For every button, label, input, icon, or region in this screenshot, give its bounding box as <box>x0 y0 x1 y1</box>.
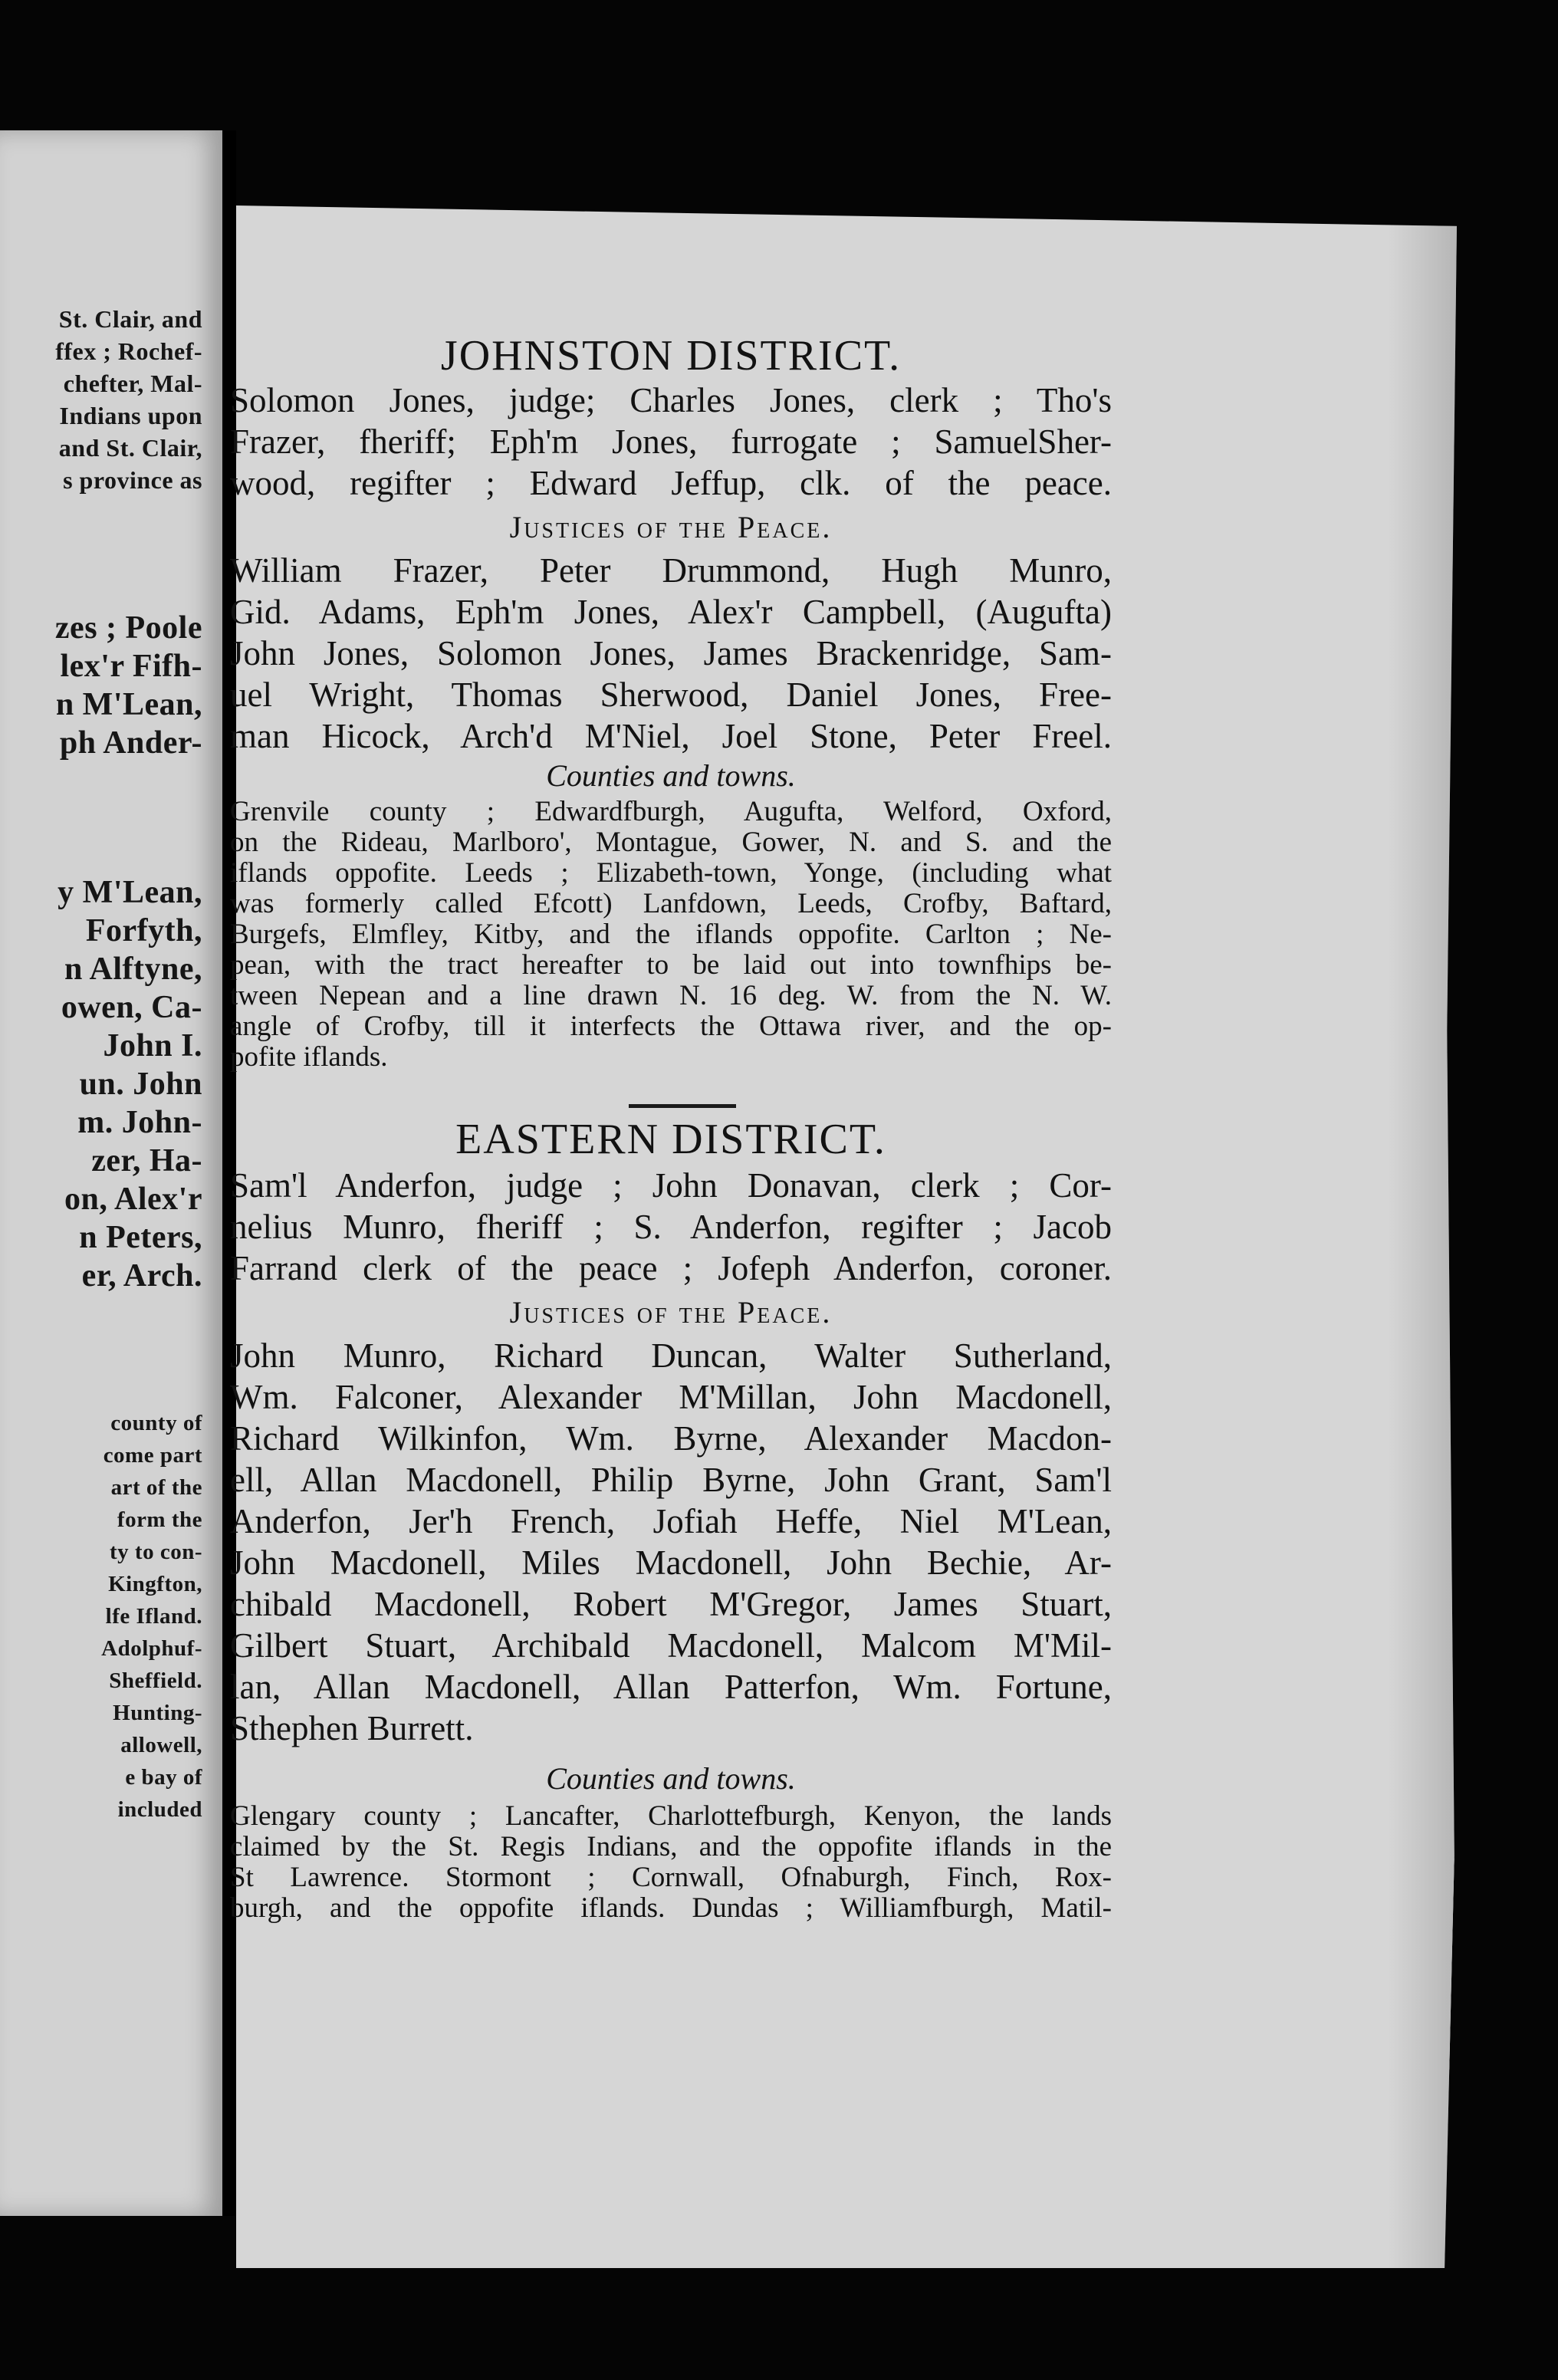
eastern-counties-line: burgh, and the oppofite iflands. Dundas ; Williamfburgh, Matil- <box>230 1892 1112 1924</box>
section-divider <box>629 1104 736 1108</box>
eastern-justices-heading: Justices of the Peace. <box>509 1295 833 1330</box>
left-line: and St. Clair, <box>58 434 202 462</box>
left-line: Adolphuf- <box>101 1636 202 1661</box>
johnston-justices-line: man Hicock, Arch'd M'Niel, Joel Stone, Peter Freel. <box>230 717 1112 755</box>
johnston-justices-line: William Frazer, Peter Drummond, Hugh Munro, <box>230 551 1112 590</box>
torn-edge <box>1388 1846 1480 2076</box>
left-line: Indians upon <box>59 402 202 429</box>
johnston-officer-line: Solomon Jones, judge; Charles Jones, clerk ; Tho's <box>230 381 1112 419</box>
eastern-justices-line: Anderfon, Jer'h French, Jofiah Heffe, Niel M'Lean, <box>230 1502 1112 1540</box>
left-line: n Peters, <box>79 1220 202 1255</box>
eastern-title: EASTERN DISTRICT. <box>455 1116 886 1163</box>
left-line: chefter, Mal- <box>63 370 202 397</box>
eastern-justices-line: John Munro, Richard Duncan, Walter Sutherland, <box>230 1336 1112 1375</box>
eastern-justices-line: Richard Wilkinfon, Wm. Byrne, Alexander Macdon- <box>230 1419 1112 1458</box>
left-line: un. John <box>79 1067 202 1102</box>
left-line: Sheffield. <box>109 1668 202 1693</box>
left-line: s province as <box>63 466 202 494</box>
left-line: n Alftyne, <box>64 952 202 987</box>
left-line: allowell, <box>120 1733 202 1757</box>
eastern-officer-line: Sam'l Anderfon, judge ; John Donavan, clerk ; Cor- <box>230 1166 1112 1205</box>
eastern-justices-line: John Macdonell, Miles Macdonell, John Bechie, Ar- <box>230 1543 1112 1582</box>
left-line: included <box>117 1797 202 1822</box>
eastern-counties-line: claimed by the St. Regis Indians, and the oppofite iflands in the <box>230 1831 1112 1862</box>
left-line: e bay of <box>125 1765 202 1790</box>
left-line: er, Arch. <box>81 1258 202 1294</box>
left-line: zer, Ha- <box>91 1143 202 1178</box>
left-line: lex'r Fifh- <box>60 649 202 684</box>
left-line: on, Alex'r <box>64 1182 202 1217</box>
johnston-counties-line: iflands oppofite. Leeds ; Elizabeth-town, Yonge, (including what <box>230 857 1112 889</box>
johnston-counties-line: on the Rideau, Marlboro', Montague, Gower, N. and S. and the <box>230 827 1112 858</box>
left-line: county of <box>110 1411 202 1435</box>
left-line: come part <box>103 1443 202 1468</box>
left-line: art of the <box>110 1475 202 1500</box>
johnston-justices-heading: Justices of the Peace. <box>509 510 833 544</box>
johnston-justices-line: uel Wright, Thomas Sherwood, Daniel Jones, Free- <box>230 676 1112 714</box>
johnston-counties-line: was formerly called Efcott) Lanfdown, Leeds, Crofby, Baftard, <box>230 888 1112 919</box>
johnston-justices-line: Gid. Adams, Eph'm Jones, Alex'r Campbell, (Augufta) <box>230 593 1112 631</box>
left-facing-page <box>0 130 222 2216</box>
left-line: m. John- <box>77 1105 202 1140</box>
left-line: owen, Ca- <box>61 990 202 1025</box>
eastern-counties-heading: Counties and towns. <box>546 1761 796 1796</box>
johnston-officer-line: Frazer, fheriff; Eph'm Jones, furrogate ; SamuelSher- <box>230 422 1112 461</box>
eastern-justices-line: Gilbert Stuart, Archibald Macdonell, Malcom M'Mil- <box>230 1626 1112 1665</box>
johnston-counties-line: pofite iflands. <box>230 1041 388 1073</box>
johnston-counties-heading: Counties and towns. <box>546 758 796 793</box>
left-line: ph Ander- <box>59 725 202 761</box>
johnston-counties-line: Burgefs, Elmfley, Kitby, and the iflands oppofite. Carlton ; Ne- <box>230 919 1112 950</box>
left-line: St. Clair, and <box>58 305 202 333</box>
eastern-justices-line: ell, Allan Macdonell, Philip Byrne, John Grant, Sam'l <box>230 1461 1112 1499</box>
eastern-justices-line: Wm. Falconer, Alexander M'Millan, John Macdonell, <box>230 1378 1112 1416</box>
eastern-counties-line: St Lawrence. Stormont ; Cornwall, Ofnaburgh, Finch, Rox- <box>230 1862 1112 1893</box>
johnston-counties-line: tween Nepean and a line drawn N. 16 deg. W. from the N. W. <box>230 980 1112 1011</box>
left-line: zes ; Poole <box>54 610 202 646</box>
johnston-title: JOHNSTON DISTRICT. <box>440 332 902 380</box>
eastern-justices-line: lan, Allan Macdonell, Allan Patterfon, Wm. Fortune, <box>230 1668 1112 1706</box>
left-line: Kingfton, <box>108 1572 202 1596</box>
johnston-justices-line: John Jones, Solomon Jones, James Brackenridge, Sam- <box>230 634 1112 672</box>
johnston-counties-line: angle of Crofby, till it interfects the Ottawa river, and the op- <box>230 1011 1112 1042</box>
left-line: ty to con- <box>110 1540 202 1564</box>
johnston-counties-line: pean, with the tract hereafter to be laid out into townfhips be- <box>230 949 1112 981</box>
eastern-officer-line: nelius Munro, fheriff ; S. Anderfon, regifter ; Jacob <box>230 1208 1112 1246</box>
left-line: form the <box>117 1507 202 1532</box>
left-line: ffex ; Rochef- <box>55 337 202 365</box>
left-line: John I. <box>103 1028 202 1063</box>
eastern-officer-line: Farrand clerk of the peace ; Jofeph Anderfon, coroner. <box>230 1249 1112 1287</box>
left-line: lfe Ifland. <box>105 1604 202 1629</box>
johnston-officer-line: wood, regifter ; Edward Jeffup, clk. of the peace. <box>230 464 1112 502</box>
left-line: Forfyth, <box>85 913 202 948</box>
eastern-justices-line: chibald Macdonell, Robert M'Gregor, James Stuart, <box>230 1585 1112 1623</box>
eastern-justices-line: Sthephen Burrett. <box>230 1709 474 1747</box>
left-line: Hunting- <box>113 1701 202 1725</box>
johnston-counties-line: Grenvile county ; Edwardfburgh, Augufta, Welford, Oxford, <box>230 796 1112 827</box>
eastern-counties-line: Glengary county ; Lancafter, Charlottefburgh, Kenyon, the lands <box>230 1800 1112 1832</box>
left-line: n M'Lean, <box>55 687 202 722</box>
left-line: y M'Lean, <box>58 875 202 910</box>
